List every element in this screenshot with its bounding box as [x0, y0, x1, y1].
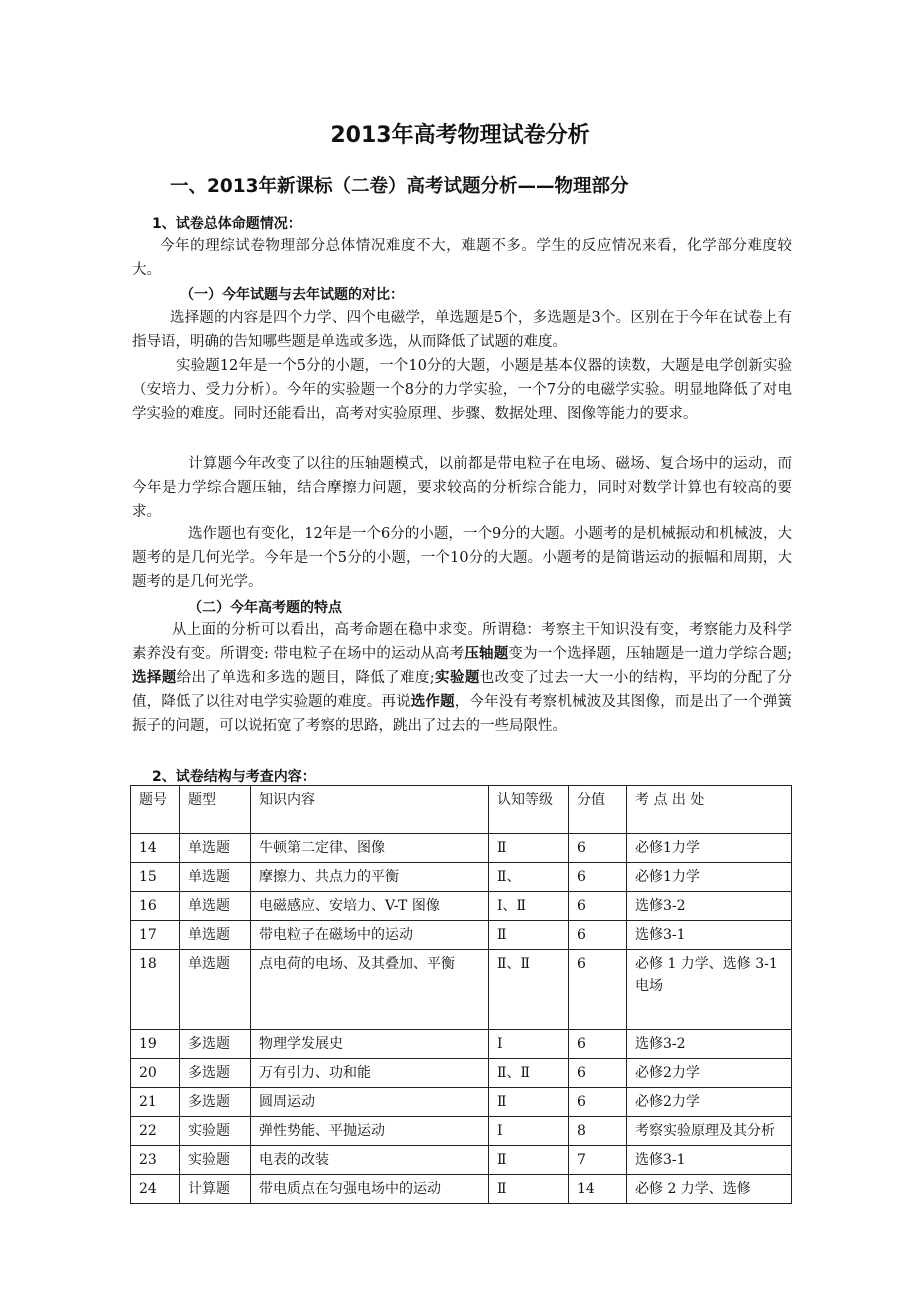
sub1-paragraph-1: 选择题的内容是四个力学、四个电磁学，单选题是5个，多选题是3个。区别在于今年在试卷上有指导语，明确的告知哪些题是单选或多选，从而降低了试题的难度。 [132, 310, 792, 350]
table-cell: 6 [569, 1030, 627, 1059]
table-cell: 多选题 [180, 1030, 251, 1059]
table-cell: 必修2力学 [627, 1088, 792, 1117]
s2-heading: 2、试卷结构与考查内容： [152, 769, 316, 785]
table-cell: 单选题 [180, 863, 251, 892]
table-row [131, 892, 792, 921]
sub1-heading: （一）今年试题与去年试题的对比： [180, 287, 404, 303]
table-row [131, 950, 792, 1030]
table-cell: 14 [569, 1175, 627, 1204]
table-cell: 6 [569, 892, 627, 921]
table-cell: 19 [131, 1030, 180, 1059]
table-cell: 选修3-2 [627, 1030, 792, 1059]
sub2-text-3: 给出了单选和多选的题目，降低了难度; [176, 670, 435, 686]
table-row [131, 1059, 792, 1088]
table-cell: 实验题 [180, 1117, 251, 1146]
table-row [131, 921, 792, 950]
s1-heading: 1、试卷总体命题情况： [152, 216, 302, 232]
table-cell: 16 [131, 892, 180, 921]
table-row [131, 1030, 792, 1059]
table-cell: Ⅱ、 [489, 863, 569, 892]
table-cell: 摩擦力、共点力的平衡 [251, 863, 489, 892]
table-cell: Ⅱ、Ⅱ [489, 950, 569, 1030]
table-cell: 6 [569, 1088, 627, 1117]
header-cell: 考 点 出 处 [627, 786, 792, 834]
header-cell: 题号 [131, 786, 180, 834]
table-cell: 必修2力学 [627, 1059, 792, 1088]
sub2-text-1: 从上面的分析可以看出，高考命题在稳中求变。所谓稳：考察主干知识没有变，考察能力及科学素养没有变。所谓变: 带电粒子在场中的运动从高考 [132, 622, 792, 662]
table-cell: 6 [569, 863, 627, 892]
table-cell: Ⅱ、Ⅱ [489, 1059, 569, 1088]
table-cell: 6 [569, 1059, 627, 1088]
table-cell: 考察实验原理及其分析 [627, 1117, 792, 1146]
table-cell: 22 [131, 1117, 180, 1146]
table-cell: 弹性势能、平抛运动 [251, 1117, 489, 1146]
table-cell: 21 [131, 1088, 180, 1117]
table-cell: 单选题 [180, 921, 251, 950]
table-cell: 必修1力学 [627, 834, 792, 863]
table-cell: 多选题 [180, 1059, 251, 1088]
table-cell: Ⅱ [489, 834, 569, 863]
table-cell: 选修3-1 [627, 1146, 792, 1175]
table-cell: 计算题 [180, 1175, 251, 1204]
table-cell: 15 [131, 863, 180, 892]
table-cell: 单选题 [180, 950, 251, 1030]
table-cell: 带电粒子在磁场中的运动 [251, 921, 489, 950]
sub2-bold-1: 压轴题 [464, 646, 509, 662]
table-cell: 多选题 [180, 1088, 251, 1117]
table-cell: 8 [569, 1117, 627, 1146]
sub2-text-2: 变为一个选择题，压轴题是一道力学综合题; [508, 646, 793, 662]
table-cell: 电磁感应、安培力、V-T 图像 [251, 892, 489, 921]
table-cell: Ⅰ [489, 1030, 569, 1059]
table-row [131, 1146, 792, 1175]
table-cell: 选修3-1 [627, 921, 792, 950]
table-cell: 23 [131, 1146, 180, 1175]
table-cell: 必修 1 力学、选修 3-1 电场 [627, 950, 792, 1030]
table-cell: 选修3-2 [627, 892, 792, 921]
table-cell: Ⅰ [489, 1117, 569, 1146]
sub1-paragraph-4: 选作题也有变化，12年是一个6分的小题，一个9分的大题。小题考的是机械振动和机械波，大题考的是几何光学。今年是一个5分的小题，一个10分的大题。小题考的是简谐运动的振幅和周期，大题考的是几何光学。 [132, 526, 792, 590]
table-cell: 圆周运动 [251, 1088, 489, 1117]
table-cell: Ⅱ [489, 1146, 569, 1175]
sub2-heading: （二）今年高考题的特点 [188, 600, 342, 616]
table-cell: 6 [569, 834, 627, 863]
exam-structure-table [130, 785, 792, 1204]
page-title: 2013年高考物理试卷分析 [330, 123, 590, 148]
sub2-bold-3: 实验题 [434, 670, 480, 686]
table-row [131, 1088, 792, 1117]
sub2-bold-4: 选作题 [410, 694, 455, 710]
table-row [131, 1175, 792, 1204]
table-cell: 必修 2 力学、选修 [627, 1175, 792, 1204]
table-row [131, 863, 792, 892]
section1-heading: 一、2013年新课标（二卷）高考试题分析——物理部分 [170, 176, 629, 197]
header-cell: 认知等级 [489, 786, 569, 834]
sub1-paragraph-3: 计算题今年改变了以往的压轴题模式，以前都是带电粒子在电场、磁场、复合场中的运动，而今年是力学综合题压轴，结合摩擦力问题，要求较高的分析综合能力，同时对数学计算也有较高的要求。 [132, 456, 792, 520]
sub1-paragraph-2: 实验题12年是一个5分的小题，一个10分的大题，小题是基本仪器的读数，大题是电学创新实验（安培力、受力分析）。今年的实验题一个8分的力学实验，一个7分的电磁学实验。明显地降低了对电学实验的难度。同时还能看出，高考对实验原理、步骤、数据处理、图像等能力的要求。 [132, 358, 792, 422]
table-cell: 实验题 [180, 1146, 251, 1175]
table-cell: 单选题 [180, 892, 251, 921]
table-cell: 14 [131, 834, 180, 863]
sub2-text-4: 也改变了过去一大一小的结构，平均的分配了分值，降低了以往对电学实验题的难度。再说 [132, 670, 793, 710]
sub2-paragraph [132, 618, 792, 738]
table-cell: 电表的改装 [251, 1146, 489, 1175]
table-cell: 带电质点在匀强电场中的运动 [251, 1175, 489, 1204]
table-cell: 物理学发展史 [251, 1030, 489, 1059]
table-cell: 单选题 [180, 834, 251, 863]
table-row [131, 1117, 792, 1146]
table-cell: 7 [569, 1146, 627, 1175]
table-cell: 点电荷的电场、及其叠加、平衡 [251, 950, 489, 1030]
sub2-bold-2: 选择题 [132, 670, 177, 686]
s1-paragraph: 今年的理综试卷物理部分总体情况难度不大，难题不多。学生的反应情况来看，化学部分难度较大。 [132, 238, 792, 278]
table-header-row [131, 786, 792, 834]
table-cell: 20 [131, 1059, 180, 1088]
table-cell: 万有引力、功和能 [251, 1059, 489, 1088]
table-cell: 18 [131, 950, 180, 1030]
table-cell: 6 [569, 921, 627, 950]
header-cell: 分值 [569, 786, 627, 834]
table-cell: Ⅱ [489, 1175, 569, 1204]
table-cell: 24 [131, 1175, 180, 1204]
table-cell: 必修1力学 [627, 863, 792, 892]
table-cell: Ⅰ、Ⅱ [489, 892, 569, 921]
header-cell: 题型 [180, 786, 251, 834]
sub2-text-5: ，今年没有考察机械波及其图像，而是出了一个弹簧振子的问题，可以说拓宽了考察的思路，跳出了过去的一些局限性。 [132, 694, 793, 734]
table-cell: 牛顿第二定律、图像 [251, 834, 489, 863]
table-cell: Ⅱ [489, 1088, 569, 1117]
table-cell: Ⅱ [489, 921, 569, 950]
table-cell: 6 [569, 950, 627, 1030]
table-row [131, 834, 792, 863]
header-cell: 知识内容 [251, 786, 489, 834]
table-cell: 17 [131, 921, 180, 950]
